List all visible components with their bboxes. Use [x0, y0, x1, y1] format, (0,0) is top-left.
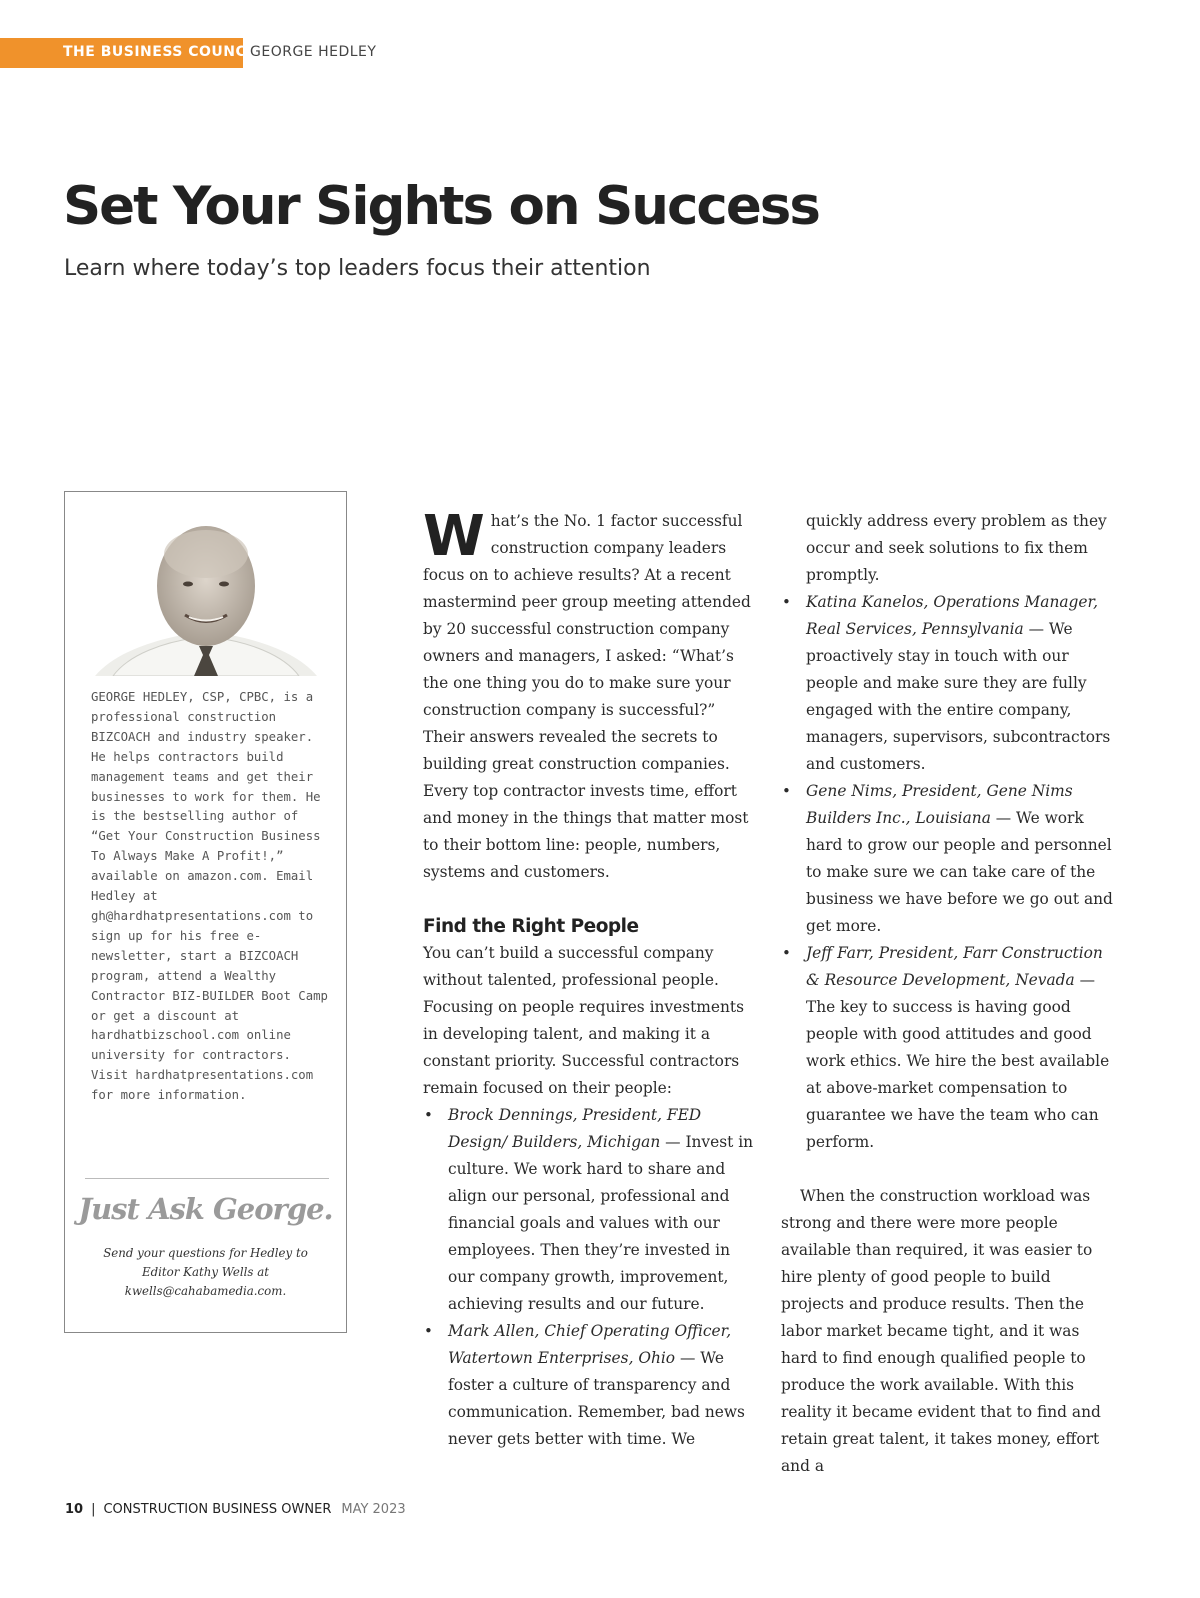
publication-name: CONSTRUCTION BUSINESS OWNER	[103, 1502, 332, 1517]
issue-date: MAY 2023	[341, 1502, 406, 1517]
page-footer	[65, 1502, 406, 1517]
quote-attribution: Katina Kanelos, Operations Manager, Real Services, Pennsylvania	[806, 593, 1099, 638]
quote-text: — The key to success is having good people with good attitudes and good work ethics. We hire the best available at above-market compensation to guarantee we have the team who can perform.	[806, 971, 1110, 1151]
closing-paragraph: When the construction workload was strong and there were more people available than required, it was easier to hire plenty of good people to build projects and produce results. Then the labor market became tight, and it was hard to find enough qualified people to produce the work available. With this reality it became evident that to find and retain great talent, it takes money, effort and a	[781, 1187, 1101, 1475]
people-intro: You can’t build a successful company without talented, professional people. Focusing on people requires investments in developing talent, and making it a constant priority. Successful contractors remain focused on their people:	[423, 944, 745, 1097]
author-bio: GEORGE HEDLEY, CSP, CPBC, is a professional construction BIZCOACH and industry speaker. He helps contractors build management teams and get their businesses to work for them. He is the bestselling author of “Get Your Construction Business To Always Make A Profit!,” available on amazon.com. Email Hedley at gh@hardhatpresentations.com to sign up for his free e-newsletter, start a BIZCOACH program, attend a Wealthy Contractor BIZ-BUILDER Boot Camp or get a discount at hardhatbizschool.com online university for contractors. Visit hardhatpresentations.com for more information.	[91, 690, 328, 1103]
intro-text: hat’s the No. 1 factor successful construction company leaders focus on to achieve results? At a recent mastermind peer group meeting attended by 20 successful construction company owners and managers, I asked: “What’s the one thing you do to make sure your construction company is successful?” Their answers revealed the secrets to building great construction companies. Every top contractor invests time, effort and money in the things that matter most to their bottom line: people, numbers, systems and customers.	[423, 512, 751, 881]
author-portrait	[95, 514, 317, 676]
list-item	[423, 1102, 755, 1318]
quote-text: — Invest in culture. We work hard to share and align our personal, professional and financial goals and values with our employees. Then they’re invested in our company growth, improvement, achieving results and our future.	[448, 1133, 754, 1313]
article-subtitle: Learn where today’s top leaders focus their attention	[64, 256, 651, 281]
footer-separator: |	[91, 1502, 96, 1517]
section-tag: THE BUSINESS COUNCIL	[63, 44, 262, 60]
article-column-2	[781, 508, 1117, 1480]
author-bio-box	[64, 491, 347, 1333]
quote-list	[423, 1102, 755, 1453]
bio-divider	[85, 1178, 329, 1179]
column-author: GEORGE HEDLEY	[250, 44, 377, 60]
list-item	[423, 1318, 755, 1453]
quote-continued: quickly address every problem as they occur and seek solutions to fix them promptly.	[806, 512, 1107, 584]
quote-list-continued	[781, 589, 1117, 1156]
page-number: 10	[65, 1502, 84, 1517]
quote-attribution: Jeff Farr, President, Farr Construction & Resource Development, Nevada	[806, 944, 1103, 989]
ask-george-title: Just Ask George.	[78, 1192, 333, 1226]
quote-attribution: Brock Dennings, President, FED Design/ Builders, Michigan	[448, 1106, 702, 1151]
list-item	[781, 778, 1117, 940]
section-heading-people: Find the Right People	[423, 916, 639, 937]
quote-text: — We foster a culture of transparency and communication. Remember, bad news never gets better with time. We	[448, 1349, 745, 1448]
article-title: Set Your Sights on Success	[63, 176, 819, 237]
list-item	[781, 589, 1117, 778]
quote-text: — We proactively stay in touch with our people and make sure they are fully engaged with the entire company, managers, supervisors, subcontractors and customers.	[806, 620, 1111, 773]
ask-george-contact: Send your questions for Hedley to Editor Kathy Wells at kwells@cahabamedia.com.	[103, 1246, 308, 1298]
intro-paragraph	[423, 504, 755, 886]
quote-text: — We work hard to grow our people and personnel to make sure we can take care of the business we have before we go out and get more.	[806, 809, 1113, 935]
quote-attribution: Mark Allen, Chief Operating Officer, Watertown Enterprises, Ohio	[448, 1322, 732, 1367]
drop-cap: W	[423, 504, 485, 569]
list-item	[781, 940, 1117, 1156]
article-column-1	[423, 504, 755, 1453]
quote-attribution: Gene Nims, President, Gene Nims Builders Inc., Louisiana	[806, 782, 1073, 827]
